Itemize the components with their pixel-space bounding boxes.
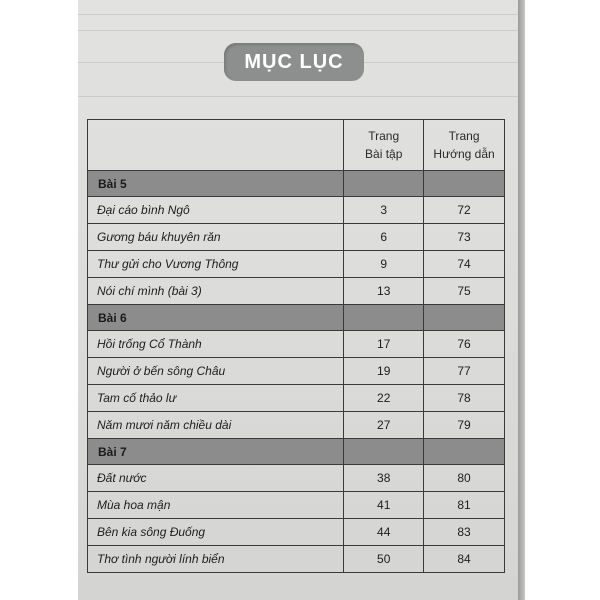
lesson-title: Tam cố thảo lư [88,385,344,412]
table-of-contents [87,119,505,573]
bai-tap-page: 19 [344,358,424,385]
section-row [88,305,505,331]
header-bai-tap-line1: Trang [368,129,400,143]
bai-tap-page: 44 [344,519,424,546]
bai-tap-page: 3 [344,197,424,224]
huong-dan-page: 83 [424,519,505,546]
huong-dan-page: 77 [424,358,505,385]
huong-dan-page: 73 [424,224,505,251]
bai-tap-page: 9 [344,251,424,278]
lesson-title: Gương báu khuyên răn [88,224,344,251]
lesson-title: Đại cáo bình Ngô [88,197,344,224]
huong-dan-page: 81 [424,492,505,519]
bai-tap-page: 13 [344,278,424,305]
bai-tap-page: 22 [344,385,424,412]
huong-dan-page: 76 [424,331,505,358]
bai-tap-page: 38 [344,465,424,492]
bleed-through-line [78,14,518,15]
header-huong-dan-line2: Hướng dẫn [433,147,495,161]
page-edge [518,0,525,600]
lesson-title: Hồi trống Cổ Thành [88,331,344,358]
lesson-title: Năm mươi năm chiều dài [88,412,344,439]
lesson-title: Đất nước [88,465,344,492]
table-row [88,224,505,251]
header-bai-tap [344,120,424,171]
header-huong-dan-line1: Trang [448,129,480,143]
header-row [88,120,505,171]
lesson-title: Thơ tình người lính biển [88,546,344,573]
huong-dan-page: 74 [424,251,505,278]
header-bai-tap-line2: Bài tập [365,147,403,161]
section-row [88,171,505,197]
section-label: Bài 5 [88,171,344,197]
section-label: Bài 6 [88,305,344,331]
lesson-title: Nói chí mình (bài 3) [88,278,344,305]
huong-dan-page: 79 [424,412,505,439]
table-row [88,197,505,224]
bai-tap-page: 50 [344,546,424,573]
page-title-text: MỤC LỤC [244,50,344,73]
huong-dan-page: 75 [424,278,505,305]
table-row [88,465,505,492]
bai-tap-page: 6 [344,224,424,251]
table-row [88,492,505,519]
table-row [88,519,505,546]
table-row [88,251,505,278]
bai-tap-page: 27 [344,412,424,439]
huong-dan-page: 72 [424,197,505,224]
header-huong-dan [424,120,505,171]
table-row [88,546,505,573]
huong-dan-page: 84 [424,546,505,573]
lesson-title: Người ở bến sông Châu [88,358,344,385]
table-row [88,358,505,385]
lesson-title: Thư gửi cho Vương Thông [88,251,344,278]
bai-tap-page: 17 [344,331,424,358]
section-row [88,439,505,465]
huong-dan-page: 78 [424,385,505,412]
lesson-title: Bên kia sông Đuống [88,519,344,546]
header-blank [88,120,344,171]
table-row [88,412,505,439]
table-row [88,331,505,358]
bleed-through-line [78,96,518,97]
table-row [88,385,505,412]
bai-tap-page: 41 [344,492,424,519]
book-page [78,0,518,600]
section-label: Bài 7 [88,439,344,465]
huong-dan-page: 80 [424,465,505,492]
bleed-through-line [78,30,518,31]
page-title [224,43,364,81]
table-row [88,278,505,305]
lesson-title: Mùa hoa mận [88,492,344,519]
